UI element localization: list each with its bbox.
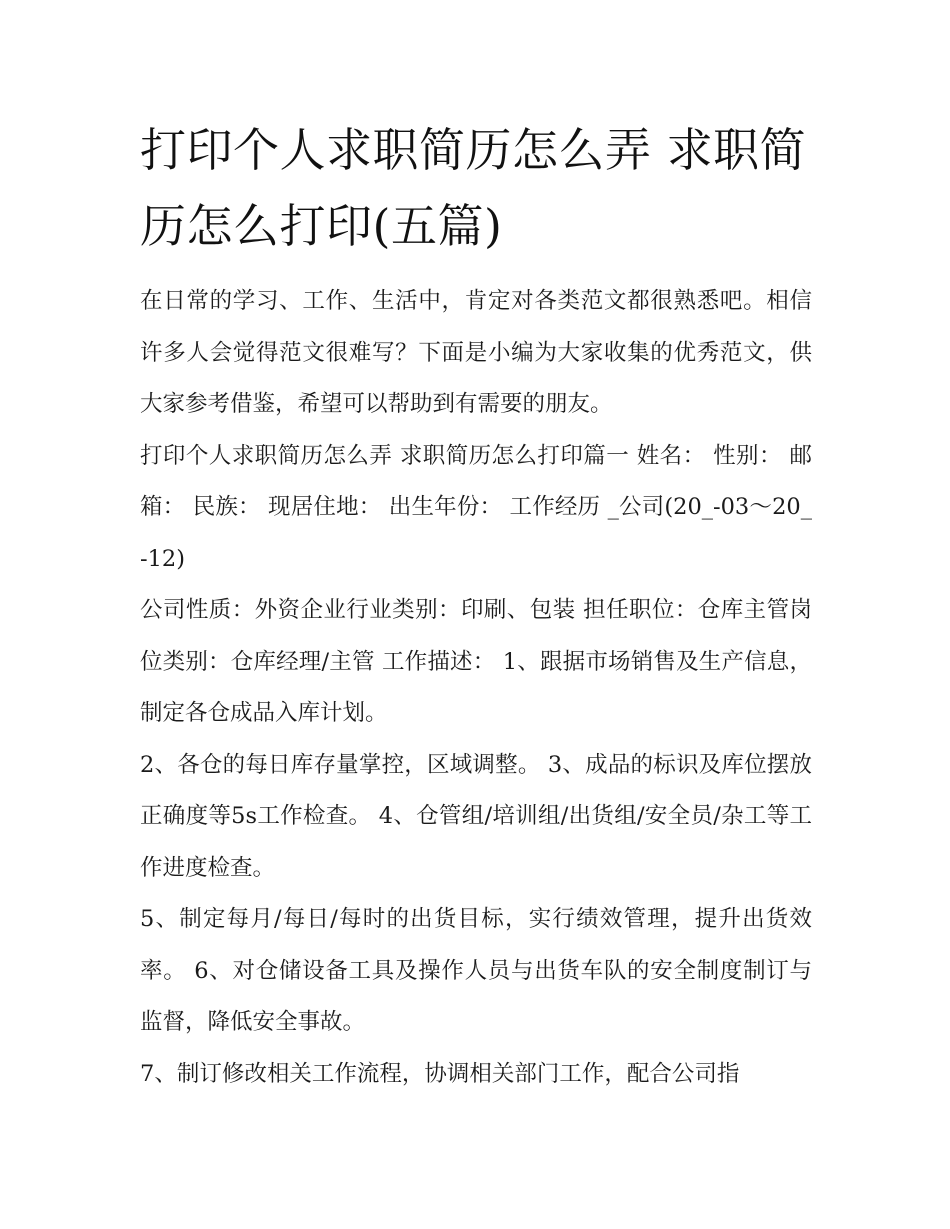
paragraph-company-info: 公司性质：外资企业行业类别：印刷、包装 担任职位：仓库主管岗位类别：仓库经理/主管 工作描述： 1、跟据市场销售及生产信息，制定各仓成品入库计划。 bbox=[140, 597, 812, 726]
paragraph-intro: 在日常的学习、工作、生活中，肯定对各类范文都很熟悉吧。相信许多人会觉得范文很难写？下面是小编为大家收集的优秀范文，供大家参考借鉴，希望可以帮助到有需要的朋友。 bbox=[140, 288, 812, 417]
document-body bbox=[140, 112, 812, 1100]
paragraph-duties-7: 7、制订修改相关工作流程，协调相关部门工作，配合公司指 bbox=[140, 1060, 740, 1087]
paragraph-resume-header: 打印个人求职简历怎么弄 求职简历怎么打印篇一 姓名： 性别： 邮箱： 民族： 现居住地： 出生年份： 工作经历 _公司(20_-03～20_-12) bbox=[140, 442, 812, 572]
paragraph-duties-5-6: 5、制定每月/每日/每时的出货目标，实行绩效管理，提升出货效率。 6、对仓储设备工具及操作人员与出货车队的安全制度制订与监督，降低安全事故。 bbox=[140, 906, 812, 1035]
document-title: 打印个人求职简历怎么弄 求职简历怎么打印(五篇) bbox=[140, 123, 807, 253]
paragraph-duties-2-4: 2、各仓的每日库存量掌控，区域调整。 3、成品的标识及库位摆放正确度等5s工作检查。 4、仓管组/培训组/出货组/安全员/杂工等工作进度检查。 bbox=[140, 751, 812, 881]
